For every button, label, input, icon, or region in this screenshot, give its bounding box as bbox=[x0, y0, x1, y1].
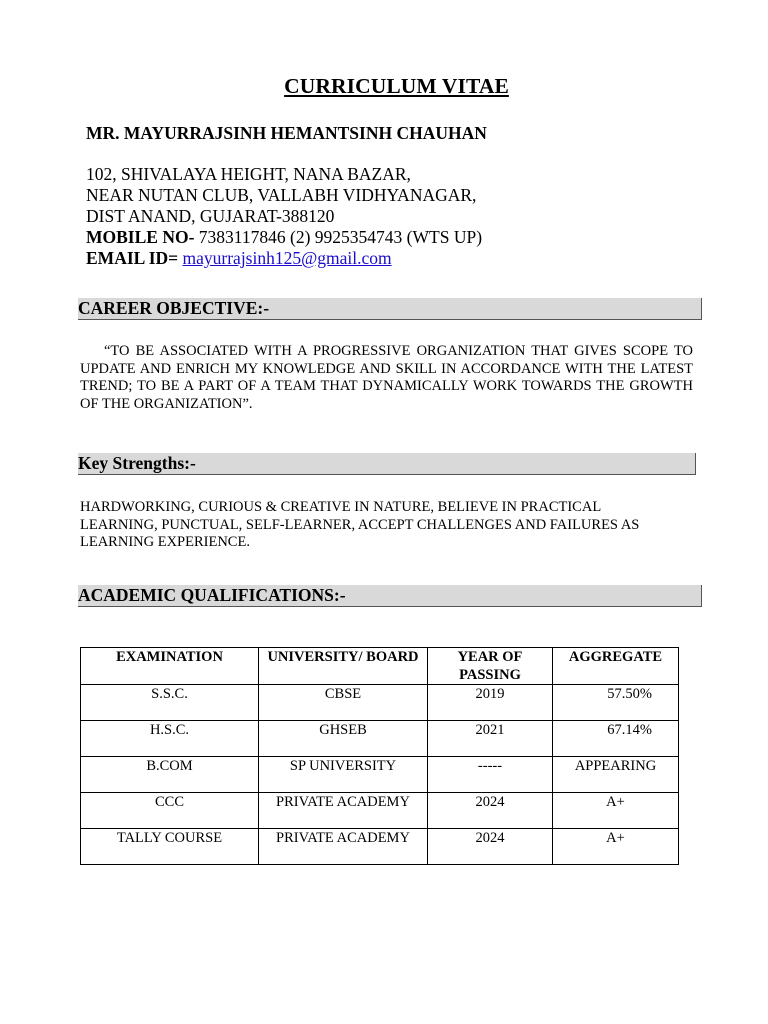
cell-aggregate: 57.50% bbox=[553, 685, 679, 721]
header-aggregate: AGGREGATE bbox=[553, 648, 679, 685]
cell-examination: CCC bbox=[81, 793, 259, 829]
cell-aggregate: APPEARING bbox=[553, 757, 679, 793]
header-university: UNIVERSITY/ BOARD bbox=[259, 648, 428, 685]
academic-table bbox=[80, 647, 679, 865]
academic-heading: ACADEMIC QUALIFICATIONS:- bbox=[78, 585, 702, 607]
cell-examination: S.S.C. bbox=[81, 685, 259, 721]
cell-year: ----- bbox=[428, 757, 553, 793]
cell-year: 2024 bbox=[428, 829, 553, 865]
key-strengths-text: HARDWORKING, CURIOUS & CREATIVE IN NATURE, BELIEVE IN PRACTICAL LEARNING, PUNCTUAL, SELF-LEARNER, ACCEPT CHALLENGES AND FAILURES AS LEARNING EXPERIENCE. bbox=[80, 499, 640, 550]
career-objective-text bbox=[80, 343, 693, 413]
career-objective-heading: CAREER OBJECTIVE:- bbox=[78, 298, 702, 320]
cell-year: 2021 bbox=[428, 721, 553, 757]
header-examination: EXAMINATION bbox=[81, 648, 259, 685]
cell-board: CBSE bbox=[259, 685, 428, 721]
page-title: CURRICULUM VITAE bbox=[284, 74, 509, 98]
table-row bbox=[81, 721, 679, 757]
cell-board: SP UNIVERSITY bbox=[259, 757, 428, 793]
address-line-3: DIST ANAND, GUJARAT-388120 bbox=[86, 206, 335, 226]
cell-examination: TALLY COURSE bbox=[81, 829, 259, 865]
header-year: YEAR OF PASSING bbox=[428, 648, 553, 685]
candidate-name: MR. MAYURRAJSINH HEMANTSINH CHAUHAN bbox=[86, 123, 487, 143]
address-line-2: NEAR NUTAN CLUB, VALLABH VIDHYANAGAR, bbox=[86, 185, 477, 205]
email-line bbox=[86, 248, 482, 269]
email-label: EMAIL ID= bbox=[86, 248, 179, 268]
table-header-row bbox=[81, 648, 679, 685]
cell-examination: B.COM bbox=[81, 757, 259, 793]
table-row bbox=[81, 757, 679, 793]
cell-aggregate: A+ bbox=[553, 793, 679, 829]
objective-paragraph: “TO BE ASSOCIATED WITH A PROGRESSIVE ORGANIZATION THAT GIVES SCOPE TO UPDATE AND ENRICH MY KNOWLEDGE AND SKILL IN ACCORDANCE WITH THE LATEST TREND; TO BE A PART OF A TEAM THAT DYNAMICALLY WORK TOWARDS THE GROWTH OF THE ORGANIZATION”. bbox=[80, 343, 693, 412]
cell-examination: H.S.C. bbox=[81, 721, 259, 757]
table-row bbox=[81, 829, 679, 865]
mobile-label: MOBILE NO- bbox=[86, 227, 195, 247]
email-link[interactable]: mayurrajsinh125@gmail.com bbox=[182, 248, 392, 268]
cell-board: PRIVATE ACADEMY bbox=[259, 793, 428, 829]
cell-year: 2024 bbox=[428, 793, 553, 829]
cell-year: 2019 bbox=[428, 685, 553, 721]
cell-aggregate: A+ bbox=[553, 829, 679, 865]
table-row bbox=[81, 793, 679, 829]
table-row bbox=[81, 685, 679, 721]
cell-aggregate: 67.14% bbox=[553, 721, 679, 757]
mobile-line bbox=[86, 227, 482, 248]
address-line-1: 102, SHIVALAYA HEIGHT, NANA BAZAR, bbox=[86, 164, 411, 184]
cell-board: PRIVATE ACADEMY bbox=[259, 829, 428, 865]
cell-board: GHSEB bbox=[259, 721, 428, 757]
contact-block bbox=[86, 164, 482, 269]
key-strengths-heading: Key Strengths:- bbox=[78, 453, 696, 475]
mobile-value: 7383117846 (2) 9925354743 (WTS UP) bbox=[194, 227, 483, 247]
